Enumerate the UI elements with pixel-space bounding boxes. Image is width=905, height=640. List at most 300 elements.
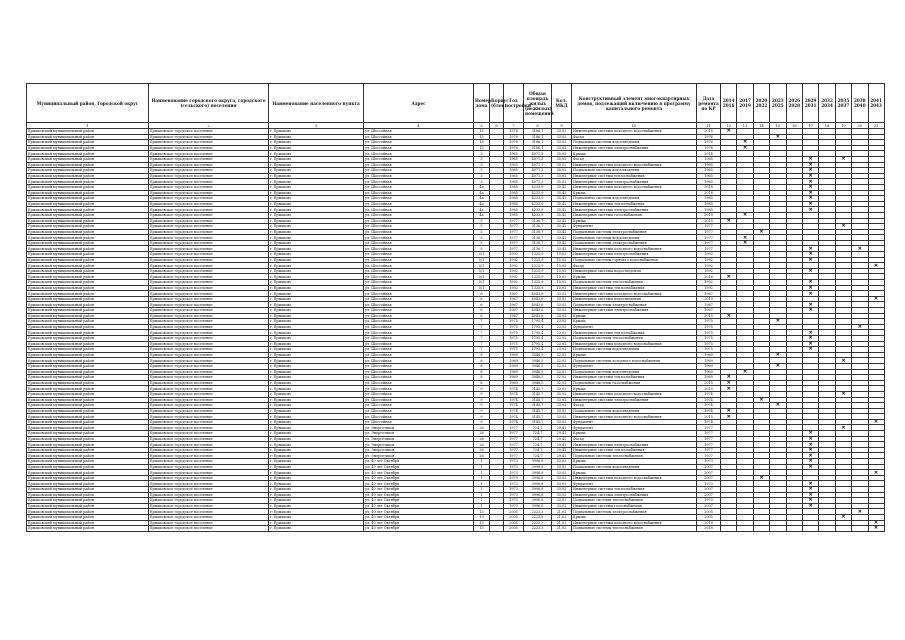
repair-date-cell: 2010: [697, 296, 721, 302]
build-year-cell: 1965: [504, 162, 524, 168]
column-number: 1: [27, 123, 149, 129]
locality-cell: г. Ермаково: [269, 347, 364, 353]
build-year-cell: 1976: [504, 145, 524, 151]
period-mark-cell: ✕: [737, 240, 753, 246]
build-year-cell: 1969: [504, 369, 524, 375]
locality-cell: г. Ермаково: [269, 162, 364, 168]
block-cell: [490, 526, 504, 532]
district-cell: Ермаковский муниципальный район: [27, 302, 149, 308]
locality-cell: г. Ермаково: [269, 475, 364, 481]
locality-cell: г. Ермаково: [269, 514, 364, 520]
settlement-cell: Ермаковское городское поселение: [149, 324, 269, 330]
column-header: Дата ремонта по КР: [697, 84, 721, 123]
repair-date-cell: 1976: [697, 145, 721, 151]
structural-element-cell: Инженерные системы теплоснабжения: [572, 487, 697, 493]
settlement-cell: Ермаковское городское поселение: [149, 229, 269, 235]
build-year-cell: 1977: [504, 240, 524, 246]
locality-cell: г. Ермаково: [269, 190, 364, 196]
mkd-count-cell: 33,02: [552, 134, 572, 140]
house-number-cell: 4а: [474, 184, 490, 190]
mkd-count-cell: 15,02: [552, 274, 572, 280]
settlement-cell: Ермаковское городское поселение: [149, 347, 269, 353]
area-cell: 4071,3: [524, 168, 552, 174]
settlement-cell: Ермаковское городское поселение: [149, 184, 269, 190]
address-cell: ул. Шоссейная: [364, 235, 474, 241]
period-mark-cell: ✕: [753, 397, 769, 403]
area-cell: 3046,5: [524, 380, 552, 386]
structural-element-cell: Фундамент: [572, 363, 697, 369]
build-year-cell: 1969: [504, 363, 524, 369]
column-number: 4: [364, 123, 474, 129]
area-cell: 4233,9: [524, 207, 552, 213]
build-year-cell: 1974: [504, 408, 524, 414]
district-cell: Ермаковский муниципальный район: [27, 358, 149, 364]
period-mark-cell: ✕: [737, 140, 753, 146]
locality-cell: г. Ермаково: [269, 453, 364, 459]
table-row: [27, 526, 885, 532]
repair-date-cell: 1977: [697, 447, 721, 453]
district-cell: Ермаковский муниципальный район: [27, 431, 149, 437]
address-cell: ул. Энергетиков: [364, 442, 474, 448]
house-number-cell: 13: [474, 509, 490, 515]
structural-element-cell: Подвальные системы водоотведения: [572, 369, 697, 375]
mkd-count-cell: 35,02: [552, 162, 572, 168]
house-number-cell: 3: [474, 173, 490, 179]
repair-date-cell: 1977: [697, 235, 721, 241]
district-cell: Ермаковский муниципальный район: [27, 224, 149, 230]
build-year-cell: 1977: [504, 442, 524, 448]
area-cell: 4233,9: [524, 196, 552, 202]
house-number-cell: 5/1: [474, 252, 490, 258]
build-year-cell: 1969: [504, 375, 524, 381]
house-number-cell: 5: [474, 229, 490, 235]
district-cell: Ермаковский муниципальный район: [27, 257, 149, 263]
mkd-count-cell: 33,42: [552, 224, 572, 230]
area-cell: 3136,7: [524, 240, 552, 246]
build-year-cell: 1977: [504, 246, 524, 252]
house-number-cell: 5: [474, 218, 490, 224]
column-number: 18: [819, 123, 835, 129]
house-number-cell: 7: [474, 319, 490, 325]
build-year-cell: 1973: [504, 470, 524, 476]
district-cell: Ермаковский муниципальный район: [27, 520, 149, 526]
period-mark-cell: ✕: [753, 475, 769, 481]
address-cell: ул. Шоссейная: [364, 140, 474, 146]
address-cell: ул. Шоссейная: [364, 207, 474, 213]
build-year-cell: 1977: [504, 229, 524, 235]
mkd-count-cell: 33,02: [552, 403, 572, 409]
district-cell: Ермаковский муниципальный район: [27, 218, 149, 224]
column-number: 14: [753, 123, 769, 129]
repair-date-cell: 1969: [697, 375, 721, 381]
repair-date-cell: 2007: [697, 464, 721, 470]
period-mark-cell: ✕: [721, 386, 737, 392]
house-number-cell: 5: [474, 246, 490, 252]
structural-element-cell: Подвальные системы теплоснабжения: [572, 526, 697, 532]
build-year-cell: 1977: [504, 425, 524, 431]
repair-date-cell: 2007: [697, 487, 721, 493]
structural-element-cell: Инженерные системы холодного водоснабжения: [572, 184, 697, 190]
address-cell: ул. Шоссейная: [364, 129, 474, 135]
structural-element-cell: Инженерные системы электроснабжения: [572, 145, 697, 151]
locality-cell: г. Ермаково: [269, 419, 364, 425]
address-cell: ул. Шоссейная: [364, 358, 474, 364]
column-header: Общая площадь жилых (нежилых) помещений: [524, 84, 552, 123]
address-cell: ул. Энергетиков: [364, 431, 474, 437]
house-number-cell: 7: [474, 341, 490, 347]
period-mark-cell: ✕: [802, 453, 818, 459]
settlement-cell: Ермаковское городское поселение: [149, 291, 269, 297]
address-cell: ул. Шоссейная: [364, 268, 474, 274]
column-header: 2017 2019: [737, 84, 753, 123]
house-number-cell: 7: [474, 330, 490, 336]
area-cell: 3145,7: [524, 386, 552, 392]
settlement-cell: Ермаковское городское поселение: [149, 363, 269, 369]
area-cell: 4071,3: [524, 162, 552, 168]
structural-element-cell: Подвальные системы теплоснабжения: [572, 280, 697, 286]
repair-date-cell: 1974: [697, 391, 721, 397]
settlement-cell: Ермаковское городское поселение: [149, 319, 269, 325]
period-mark-cell: ✕: [868, 419, 884, 425]
repair-date-cell: 1992: [697, 280, 721, 286]
district-cell: Ермаковский муниципальный район: [27, 134, 149, 140]
address-cell: ул. Шоссейная: [364, 134, 474, 140]
mkd-count-cell: 32,02: [552, 369, 572, 375]
district-cell: Ермаковский муниципальный район: [27, 274, 149, 280]
structural-element-cell: Фундамент: [572, 481, 697, 487]
period-mark-cell: ✕: [802, 436, 818, 442]
area-cell: 1795,4: [524, 347, 552, 353]
house-number-cell: 3: [474, 151, 490, 157]
address-cell: ул. Энергетиков: [364, 447, 474, 453]
period-mark-cell: ✕: [802, 347, 818, 353]
period-mark-cell: ✕: [721, 274, 737, 280]
structural-element-cell: Крыша: [572, 386, 697, 392]
period-mark-cell: ✕: [770, 319, 786, 325]
structural-element-cell: Инженерные системы электроснабжения: [572, 308, 697, 314]
period-mark-cell: ✕: [802, 302, 818, 308]
settlement-cell: Ермаковское городское поселение: [149, 224, 269, 230]
district-cell: Ермаковский муниципальный район: [27, 526, 149, 532]
house-number-cell: 6: [474, 296, 490, 302]
structural-element-cell: Подвальные системы электроснабжения: [572, 509, 697, 515]
repair-date-cell: 1973: [697, 481, 721, 487]
address-cell: ул. 40 лет Октября: [364, 459, 474, 465]
locality-cell: г. Ермаково: [269, 403, 364, 409]
period-mark-cell: ✕: [721, 375, 737, 381]
period-mark-cell: ✕: [802, 498, 818, 504]
address-cell: ул. Шоссейная: [364, 380, 474, 386]
mkd-count-cell: 33,02: [552, 391, 572, 397]
area-cell: 3186,1: [524, 129, 552, 135]
mkd-count-cell: 33,42: [552, 240, 572, 246]
area-cell: 3186,1: [524, 134, 552, 140]
locality-cell: г. Ермаково: [269, 487, 364, 493]
address-cell: ул. Шоссейная: [364, 341, 474, 347]
settlement-cell: Ермаковское городское поселение: [149, 386, 269, 392]
repair-date-cell: 1975: [697, 319, 721, 325]
column-number: 16: [786, 123, 802, 129]
settlement-cell: Ермаковское городское поселение: [149, 330, 269, 336]
structural-element-cell: Подвальные системы водоотведения: [572, 235, 697, 241]
locality-cell: г. Ермаково: [269, 492, 364, 498]
address-cell: ул. Шоссейная: [364, 179, 474, 185]
build-year-cell: 1977: [504, 453, 524, 459]
build-year-cell: 1992: [504, 257, 524, 263]
build-year-cell: 1973: [504, 503, 524, 509]
area-cell: 1795,4: [524, 330, 552, 336]
area-cell: 4043,6: [524, 313, 552, 319]
period-mark-cell: ✕: [802, 268, 818, 274]
area-cell: 3136,7: [524, 218, 552, 224]
area-cell: 1795,4: [524, 341, 552, 347]
structural-element-cell: Крыша: [572, 459, 697, 465]
period-mark-cell: ✕: [868, 526, 884, 532]
repair-date-cell: 2016: [697, 274, 721, 280]
settlement-cell: Ермаковское городское поселение: [149, 459, 269, 465]
mkd-count-cell: 33,02: [552, 296, 572, 302]
build-year-cell: 1992: [504, 268, 524, 274]
area-cell: 4233,9: [524, 212, 552, 218]
address-cell: ул. 40 лет Октября: [364, 487, 474, 493]
mkd-count-cell: 33,02: [552, 408, 572, 414]
locality-cell: г. Ермаково: [269, 246, 364, 252]
address-cell: ул. Шоссейная: [364, 168, 474, 174]
settlement-cell: Ермаковское городское поселение: [149, 257, 269, 263]
locality-cell: г. Ермаково: [269, 503, 364, 509]
settlement-cell: Ермаковское городское поселение: [149, 308, 269, 314]
structural-element-cell: Подвальные системы водоотведения: [572, 196, 697, 202]
period-mark-cell: ✕: [802, 487, 818, 493]
column-number: 9: [552, 123, 572, 129]
house-number-cell: 26: [474, 442, 490, 448]
house-number-cell: 1: [474, 470, 490, 476]
structural-element-cell: Инженерные системы холодного водоснабжения: [572, 291, 697, 297]
mkd-count-cell: 35,42: [552, 184, 572, 190]
structural-element-cell: Инженерные системы теплоснабжения: [572, 330, 697, 336]
district-cell: Ермаковский муниципальный район: [27, 140, 149, 146]
house-number-cell: 1: [474, 481, 490, 487]
address-cell: ул. Шоссейная: [364, 190, 474, 196]
repair-date-cell: 1965: [697, 173, 721, 179]
build-year-cell: 1977: [504, 436, 524, 442]
district-cell: Ермаковский муниципальный район: [27, 380, 149, 386]
area-cell: 4043,6: [524, 302, 552, 308]
repair-date-cell: 1977: [697, 453, 721, 459]
settlement-cell: Ермаковское городское поселение: [149, 296, 269, 302]
mkd-count-cell: 29,42: [552, 453, 572, 459]
district-cell: Ермаковский муниципальный район: [27, 509, 149, 515]
structural-element-cell: Фасад: [572, 156, 697, 162]
repair-date-cell: 1992: [697, 285, 721, 291]
area-cell: 3136,7: [524, 246, 552, 252]
repair-date-cell: 2019: [697, 212, 721, 218]
house-number-cell: 3: [474, 162, 490, 168]
address-cell: ул. Шоссейная: [364, 291, 474, 297]
column-number: 7: [504, 123, 524, 129]
locality-cell: г. Ермаково: [269, 324, 364, 330]
build-year-cell: 1975: [504, 324, 524, 330]
settlement-cell: Ермаковское городское поселение: [149, 403, 269, 409]
settlement-cell: Ермаковское городское поселение: [149, 498, 269, 504]
address-cell: ул. Шоссейная: [364, 145, 474, 151]
house-number-cell: 6: [474, 313, 490, 319]
settlement-cell: Ермаковское городское поселение: [149, 168, 269, 174]
build-year-cell: 1969: [504, 352, 524, 358]
mkd-count-cell: 33,02: [552, 129, 572, 135]
house-number-cell: 9: [474, 397, 490, 403]
repair-date-cell: 1977: [697, 246, 721, 252]
area-cell: 2223,3: [524, 509, 552, 515]
structural-element-cell: Инженерные системы теплоснабжения: [572, 173, 697, 179]
mkd-count-cell: 29,42: [552, 447, 572, 453]
address-cell: ул. 40 лет Октября: [364, 492, 474, 498]
mkd-count-cell: 15,02: [552, 257, 572, 263]
house-number-cell: 8: [474, 358, 490, 364]
structural-element-cell: Инженерные системы теплоснабжения: [572, 285, 697, 291]
address-cell: ул. Шоссейная: [364, 386, 474, 392]
district-cell: Ермаковский муниципальный район: [27, 145, 149, 151]
period-mark-cell: ✕: [737, 145, 753, 151]
district-cell: Ермаковский муниципальный район: [27, 184, 149, 190]
structural-element-cell: Инженерные системы теплоснабжения: [572, 201, 697, 207]
house-number-cell: 1: [474, 464, 490, 470]
settlement-cell: Ермаковское городское поселение: [149, 162, 269, 168]
mkd-count-cell: 15,02: [552, 268, 572, 274]
locality-cell: г. Ермаково: [269, 481, 364, 487]
locality-cell: г. Ермаково: [269, 268, 364, 274]
period-mark-cell: ✕: [835, 514, 851, 520]
address-cell: ул. Шоссейная: [364, 419, 474, 425]
period-mark-cell: ✕: [802, 459, 818, 465]
district-cell: Ермаковский муниципальный район: [27, 280, 149, 286]
period-mark-cell: ✕: [868, 296, 884, 302]
repair-date-cell: 1975: [697, 330, 721, 336]
address-cell: ул. Шоссейная: [364, 257, 474, 263]
period-mark-cell: [753, 526, 769, 532]
repair-date-cell: 1969: [697, 358, 721, 364]
district-cell: Ермаковский муниципальный район: [27, 179, 149, 185]
period-mark-cell: ✕: [802, 201, 818, 207]
locality-cell: г. Ермаково: [269, 296, 364, 302]
district-cell: Ермаковский муниципальный район: [27, 447, 149, 453]
settlement-cell: Ермаковское городское поселение: [149, 520, 269, 526]
build-year-cell: 1977: [504, 431, 524, 437]
area-cell: 3046,5: [524, 358, 552, 364]
period-mark-cell: [721, 526, 737, 532]
address-cell: ул. Шоссейная: [364, 347, 474, 353]
area-cell: 3136,7: [524, 235, 552, 241]
mkd-count-cell: 33,02: [552, 481, 572, 487]
locality-cell: г. Ермаково: [269, 168, 364, 174]
district-cell: Ермаковский муниципальный район: [27, 252, 149, 258]
area-cell: 3996,8: [524, 481, 552, 487]
settlement-cell: Ермаковское городское поселение: [149, 397, 269, 403]
locality-cell: г. Ермаково: [269, 386, 364, 392]
area-cell: 4043,6: [524, 291, 552, 297]
district-cell: Ермаковский муниципальный район: [27, 425, 149, 431]
address-cell: ул. Шоссейная: [364, 335, 474, 341]
district-cell: Ермаковский муниципальный район: [27, 481, 149, 487]
period-mark-cell: ✕: [868, 263, 884, 269]
house-number-cell: 26: [474, 431, 490, 437]
build-year-cell: 1965: [504, 151, 524, 157]
column-number: 11: [697, 123, 721, 129]
period-mark-cell: ✕: [721, 380, 737, 386]
period-mark-cell: ✕: [737, 212, 753, 218]
settlement-cell: Ермаковское городское поселение: [149, 453, 269, 459]
locality-cell: г. Ермаково: [269, 196, 364, 202]
address-cell: ул. Шоссейная: [364, 263, 474, 269]
column-header: Наименование населенного пункта: [269, 84, 364, 123]
build-year-cell: 1974: [504, 397, 524, 403]
district-cell: Ермаковский муниципальный район: [27, 442, 149, 448]
locality-cell: г. Ермаково: [269, 335, 364, 341]
mkd-count-cell: 33,02: [552, 302, 572, 308]
locality-cell: г. Ермаково: [269, 129, 364, 135]
area-cell: 4043,6: [524, 296, 552, 302]
mkd-count-cell: 15,02: [552, 252, 572, 258]
structural-element-cell: Фасад: [572, 263, 697, 269]
house-number-cell: 26: [474, 447, 490, 453]
area-cell: 3186,1: [524, 145, 552, 151]
repair-date-cell: 1969: [697, 363, 721, 369]
area-cell: 3996,8: [524, 470, 552, 476]
house-number-cell: 1: [474, 459, 490, 465]
column-number: 15: [770, 123, 786, 129]
repair-date-cell: 2015: [697, 386, 721, 392]
mkd-count-cell: 23,02: [552, 324, 572, 330]
address-cell: ул. Шоссейная: [364, 403, 474, 409]
area-cell: 3046,5: [524, 375, 552, 381]
build-year-cell: 1973: [504, 459, 524, 465]
build-year-cell: 1975: [504, 319, 524, 325]
repair-date-cell: 2018: [697, 190, 721, 196]
repair-date-cell: 1992: [697, 263, 721, 269]
period-mark-cell: [786, 526, 802, 532]
area-cell: 3046,5: [524, 352, 552, 358]
build-year-cell: 2005: [504, 509, 524, 515]
district-cell: Ермаковский муниципальный район: [27, 347, 149, 353]
repair-date-cell: 1985: [697, 196, 721, 202]
district-cell: Ермаковский муниципальный район: [27, 453, 149, 459]
structural-element-cell: Крыша: [572, 313, 697, 319]
column-header: 2020 2022: [753, 84, 769, 123]
house-number-cell: 4а: [474, 212, 490, 218]
locality-cell: г. Ермаково: [269, 212, 364, 218]
repair-date-cell: 1977: [697, 224, 721, 230]
repair-date-cell: 2018: [697, 526, 721, 532]
column-header: 2038 2040: [852, 84, 868, 123]
period-mark-cell: ✕: [721, 313, 737, 319]
period-mark-cell: ✕: [802, 184, 818, 190]
address-cell: ул. Шоссейная: [364, 352, 474, 358]
repair-date-cell: 1975: [697, 335, 721, 341]
address-cell: ул. 40 лет Октября: [364, 526, 474, 532]
settlement-cell: Ермаковское городское поселение: [149, 447, 269, 453]
district-cell: Ермаковский муниципальный район: [27, 212, 149, 218]
address-cell: ул. Шоссейная: [364, 363, 474, 369]
repair-date-cell: 1975: [697, 324, 721, 330]
column-number: 5: [474, 123, 490, 129]
district-cell: Ермаковский муниципальный район: [27, 386, 149, 392]
structural-element-cell: Подвальные системы теплоснабжения: [572, 453, 697, 459]
area-cell: 1325,9: [524, 268, 552, 274]
area-cell: 4071,3: [524, 179, 552, 185]
build-year-cell: 1985: [504, 207, 524, 213]
locality-cell: г. Ермаково: [269, 224, 364, 230]
district-cell: Ермаковский муниципальный район: [27, 330, 149, 336]
